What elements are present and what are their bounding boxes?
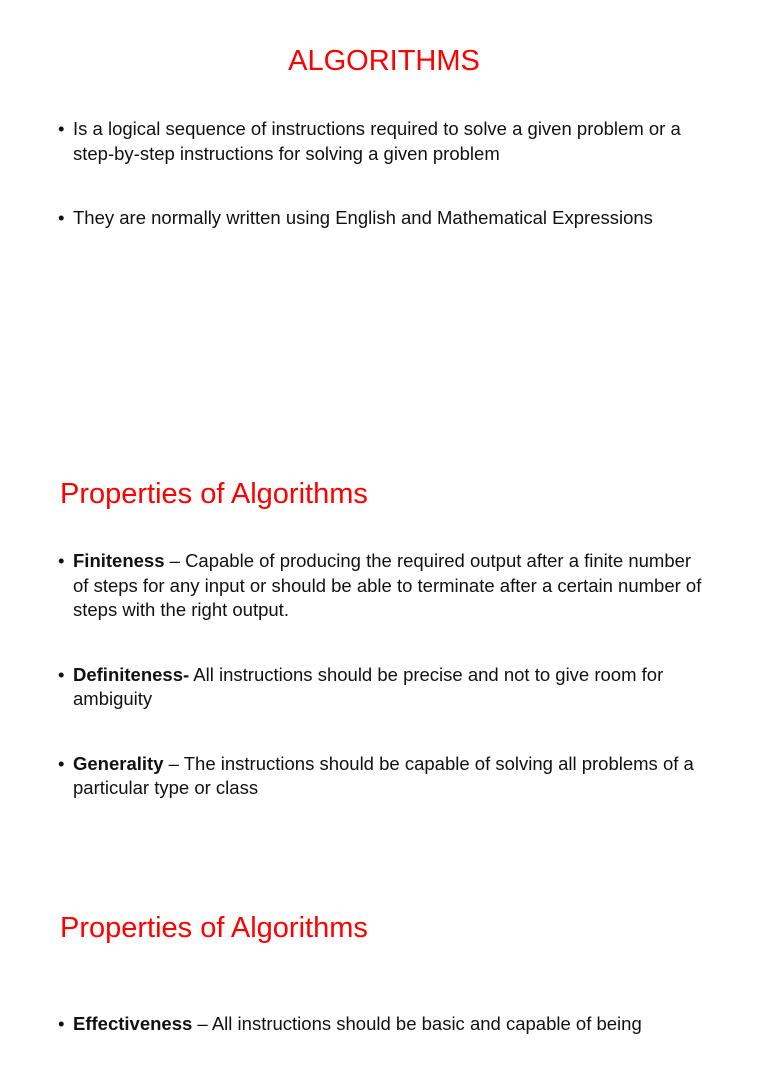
- slide-title: ALGORITHMS: [288, 45, 480, 77]
- term-label: Definiteness-: [73, 663, 190, 685]
- bullet-item: [58, 206, 710, 231]
- slide-algorithms: [0, 0, 768, 430]
- bullet-item-effectiveness: [58, 1012, 710, 1037]
- bullet-item: [58, 117, 710, 166]
- term-description: – All instructions should be basic and capable of being: [192, 1013, 642, 1034]
- bullet-list: [58, 549, 710, 801]
- term-label: Generality: [73, 752, 164, 774]
- term-label: Finiteness: [73, 550, 165, 571]
- slide-title: Properties of Algorithms: [60, 478, 368, 510]
- bullet-list: [58, 117, 710, 231]
- bullet-icon: •: [58, 663, 65, 685]
- bullet-item-generality: [58, 752, 710, 801]
- bullet-icon: •: [58, 1013, 65, 1034]
- term-description: All instructions should be precise and not to give room for ambiguity: [73, 663, 664, 709]
- bullet-icon: •: [58, 752, 65, 774]
- bullet-icon: •: [58, 550, 65, 571]
- bullet-list: [58, 1012, 710, 1037]
- bullet-text: They are normally written using English and Mathematical Expressions: [73, 207, 653, 228]
- bullet-item-definiteness: [58, 663, 710, 712]
- slide-title: Properties of Algorithms: [60, 912, 368, 944]
- bullet-icon: •: [58, 118, 65, 139]
- term-description: – Capable of producing the required output after a finite number of steps for any input or should be able to terminate after a certain number of steps with the right output.: [73, 550, 702, 620]
- slide-properties-2: [0, 866, 768, 1066]
- term-label: Effectiveness: [73, 1013, 193, 1034]
- bullet-text: Is a logical sequence of instructions required to solve a given problem or a step-by-step instructions for solving a given problem: [73, 118, 681, 164]
- term-description: – The instructions should be capable of solving all problems of a particular type or class: [73, 752, 694, 798]
- bullet-item-finiteness: [58, 549, 710, 623]
- slide-properties-1: [0, 432, 768, 864]
- bullet-icon: •: [58, 207, 65, 228]
